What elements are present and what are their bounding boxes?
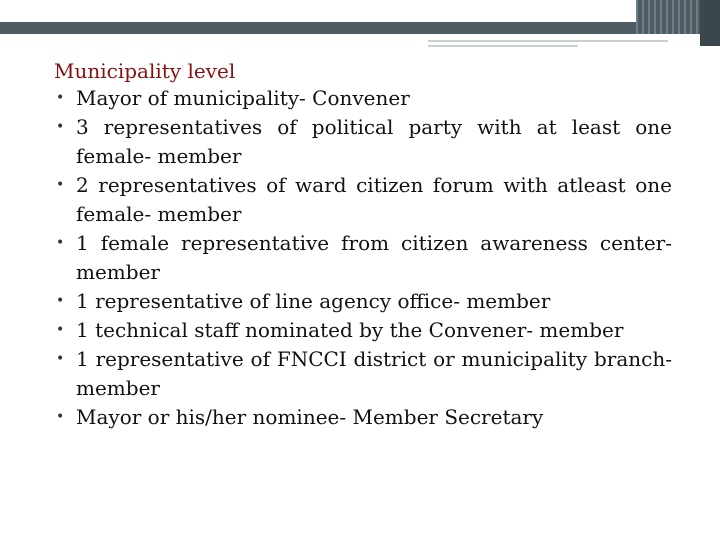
list-item — [54, 316, 672, 345]
list-item-text: 1 technical staff nominated by the Convener- member — [76, 318, 624, 342]
header-accent-line — [428, 40, 668, 42]
bullet-icon: • — [56, 351, 65, 367]
bullet-icon: • — [56, 293, 65, 309]
list-item-text: Mayor or his/her nominee- Member Secretary — [76, 405, 544, 429]
bullet-list — [54, 84, 672, 432]
bullet-icon: • — [56, 177, 65, 193]
list-item — [54, 171, 672, 229]
slide-content — [54, 58, 672, 432]
header-corner-block — [700, 0, 720, 46]
list-item-text: 1 representative of line agency office- member — [76, 289, 551, 313]
header-band — [0, 22, 700, 34]
list-item — [54, 403, 672, 432]
list-item — [54, 287, 672, 316]
header-stripes — [636, 0, 700, 34]
slide-heading: Municipality level — [54, 59, 236, 83]
bullet-icon: • — [56, 322, 65, 338]
list-item — [54, 113, 672, 171]
bullet-icon: • — [56, 119, 65, 135]
list-item-text: 1 representative of FNCCI district or municipality branch- member — [76, 347, 672, 400]
bullet-icon: • — [56, 409, 65, 425]
header-accent-line-short — [428, 45, 578, 47]
bullet-icon: • — [56, 90, 65, 106]
list-item — [54, 345, 672, 403]
list-item — [54, 84, 672, 113]
list-item-text: Mayor of municipality- Convener — [76, 86, 410, 110]
list-item-text: 3 representatives of political party with at least one female- member — [76, 115, 672, 168]
bullet-icon: • — [56, 235, 65, 251]
list-item-text: 1 female representative from citizen awareness center- member — [76, 231, 672, 284]
list-item — [54, 229, 672, 287]
list-item-text: 2 representatives of ward citizen forum with atleast one female- member — [76, 173, 672, 226]
